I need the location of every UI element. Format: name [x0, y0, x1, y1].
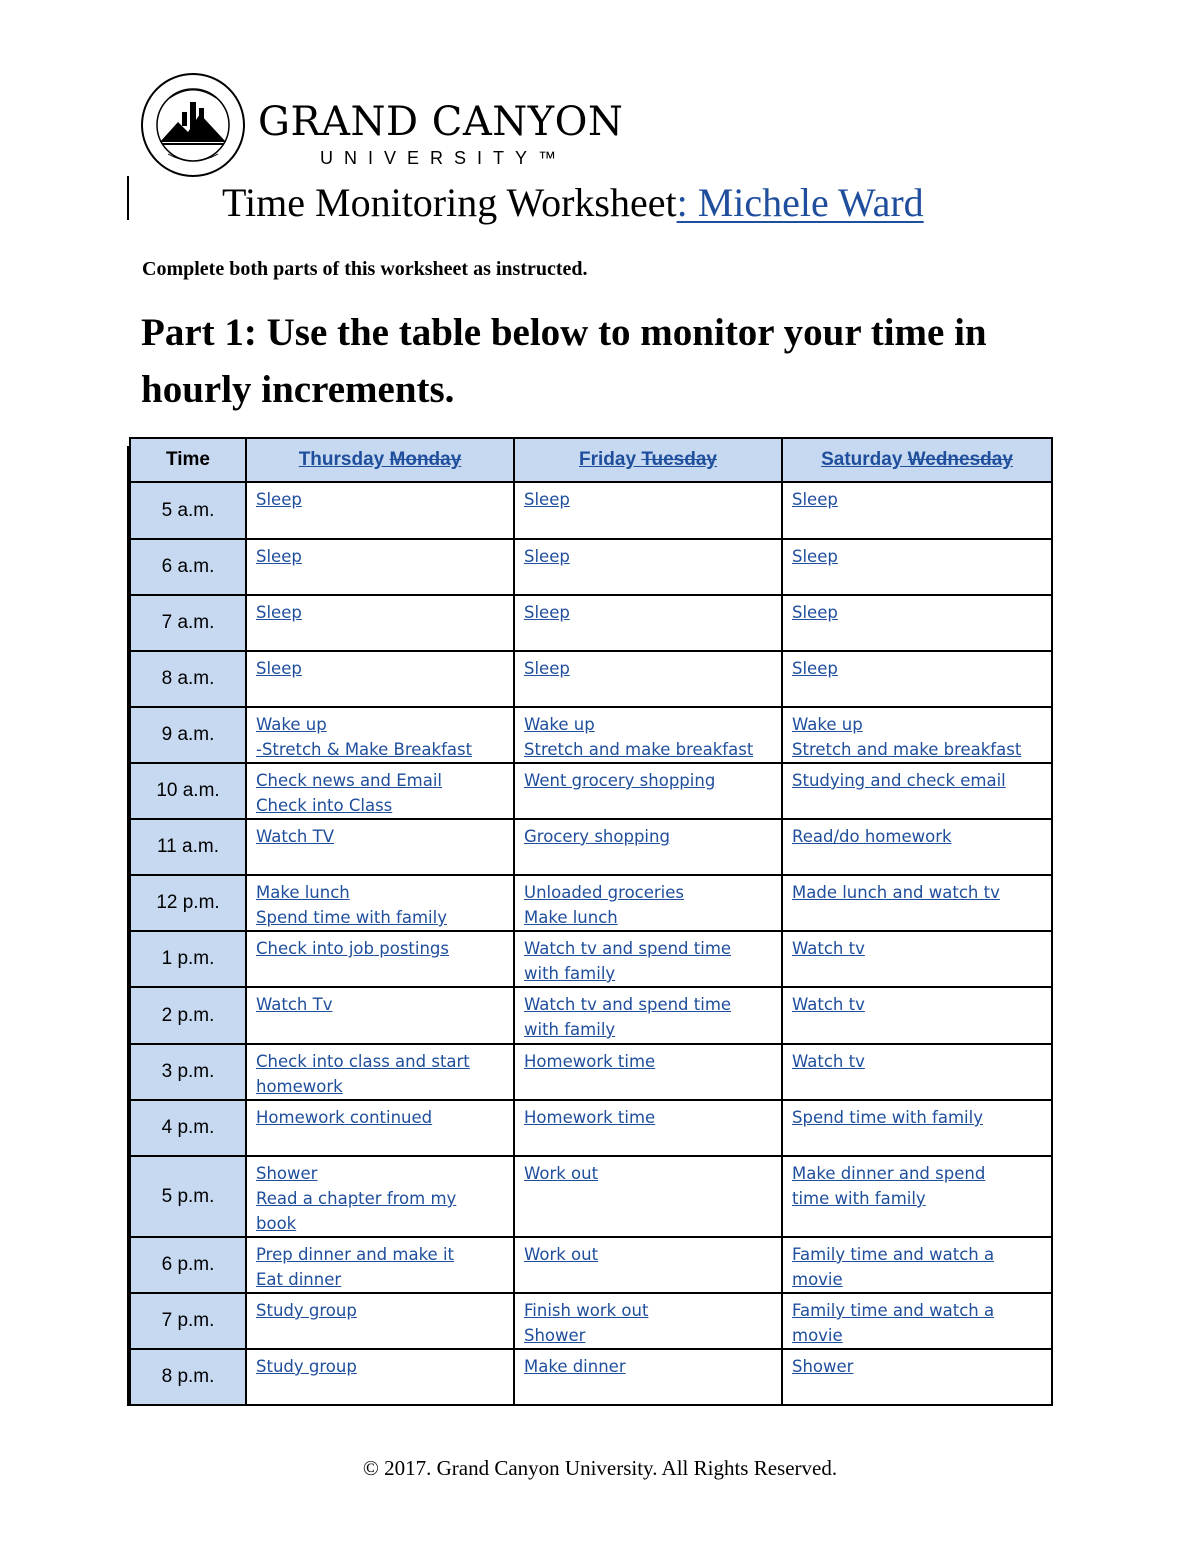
activity-cell[interactable]: [514, 987, 782, 1044]
activity-cell[interactable]: [246, 595, 514, 651]
activity-text: Homework time: [524, 1052, 656, 1071]
day-column-header[interactable]: [514, 438, 782, 482]
activity-cell[interactable]: [782, 987, 1052, 1044]
time-cell: 6 a.m.: [130, 539, 246, 595]
revision-bar: [127, 176, 129, 220]
table-row: [130, 651, 1052, 707]
table-row: [130, 819, 1052, 875]
activity-text: Prep dinner and make it Eat dinner: [256, 1245, 454, 1289]
table-row: [130, 707, 1052, 763]
activity-text: Studying and check email: [792, 771, 1006, 790]
title-prefix: Time Monitoring Worksheet: [222, 180, 677, 225]
activity-cell[interactable]: [514, 1237, 782, 1293]
activity-cell[interactable]: [514, 707, 782, 763]
activity-text: Sleep: [524, 603, 570, 622]
time-cell: 5 a.m.: [130, 482, 246, 539]
activity-text: Watch tv: [792, 1052, 865, 1071]
time-cell: 1 p.m.: [130, 931, 246, 987]
table-row: [130, 931, 1052, 987]
table-header-row: [130, 438, 1052, 482]
activity-text: Read/do homework: [792, 827, 952, 846]
activity-cell[interactable]: [246, 1156, 514, 1237]
activity-text: Sleep: [256, 547, 302, 566]
activity-cell[interactable]: [782, 539, 1052, 595]
activity-cell[interactable]: [782, 1293, 1052, 1349]
activity-cell[interactable]: [246, 987, 514, 1044]
activity-text: Sleep: [256, 603, 302, 622]
activity-text: Watch tv and spend time with family: [524, 939, 732, 983]
logo-line-2: UNIVERSITY™: [320, 148, 568, 168]
activity-cell[interactable]: [782, 1100, 1052, 1156]
activity-cell[interactable]: [246, 875, 514, 931]
activity-text: Make dinner and spend time with family: [792, 1164, 986, 1208]
activity-text: Watch TV: [256, 827, 334, 846]
activity-text: Work out: [524, 1245, 599, 1264]
time-cell: 6 p.m.: [130, 1237, 246, 1293]
university-seal-icon: [140, 72, 246, 178]
struck-day-label: Monday: [389, 449, 462, 470]
time-cell: 8 p.m.: [130, 1349, 246, 1405]
activity-text: Homework time: [524, 1108, 656, 1127]
time-cell: 12 p.m.: [130, 875, 246, 931]
activity-cell[interactable]: [782, 651, 1052, 707]
time-cell: 8 a.m.: [130, 651, 246, 707]
activity-cell[interactable]: [246, 763, 514, 819]
logo-line-1: GRAND CANYON: [258, 99, 624, 145]
struck-day-label: Wednesday: [907, 449, 1013, 470]
table-row: [130, 1293, 1052, 1349]
activity-text: Made lunch and watch tv: [792, 883, 1000, 902]
table-row: [130, 1237, 1052, 1293]
activity-text: Sleep: [792, 603, 838, 622]
activity-text: Family time and watch a movie: [792, 1245, 995, 1289]
instruction-text: Complete both parts of this worksheet as instructed.: [142, 258, 588, 280]
activity-cell[interactable]: [782, 763, 1052, 819]
day-label: Thursday: [298, 449, 390, 470]
day-column-header[interactable]: [246, 438, 514, 482]
time-column-header: Time: [130, 438, 246, 482]
activity-cell[interactable]: [246, 1293, 514, 1349]
activity-cell[interactable]: [246, 931, 514, 987]
activity-text: Wake up -Stretch & Make Breakfast: [256, 715, 473, 759]
time-cell: 2 p.m.: [130, 987, 246, 1044]
activity-text: Check into class and start homework: [256, 1052, 470, 1096]
struck-day-label: Tuesday: [641, 449, 717, 470]
time-cell: 4 p.m.: [130, 1100, 246, 1156]
activity-cell[interactable]: [514, 1044, 782, 1100]
activity-text: Check into job postings: [256, 939, 449, 958]
activity-cell[interactable]: [514, 819, 782, 875]
table-row: [130, 875, 1052, 931]
activity-cell[interactable]: [782, 1044, 1052, 1100]
table-row: [130, 539, 1052, 595]
activity-text: Sleep: [256, 490, 302, 509]
activity-text: Unloaded groceries Make lunch: [524, 883, 684, 927]
activity-text: Study group: [256, 1301, 357, 1320]
activity-cell[interactable]: [514, 1349, 782, 1405]
activity-text: Sleep: [792, 547, 838, 566]
activity-cell[interactable]: [514, 931, 782, 987]
activity-text: Sleep: [524, 547, 570, 566]
time-cell: 9 a.m.: [130, 707, 246, 763]
table-row: [130, 482, 1052, 539]
activity-text: Watch tv and spend time with family: [524, 995, 732, 1039]
activity-cell[interactable]: [782, 1237, 1052, 1293]
table-row: [130, 987, 1052, 1044]
table-row: [130, 1156, 1052, 1237]
activity-text: Finish work out Shower: [524, 1301, 649, 1345]
activity-text: Grocery shopping: [524, 827, 670, 846]
activity-text: Make lunch Spend time with family: [256, 883, 447, 927]
activity-cell[interactable]: [514, 595, 782, 651]
activity-cell[interactable]: [514, 1100, 782, 1156]
activity-cell[interactable]: [514, 482, 782, 539]
table-row: [130, 1044, 1052, 1100]
activity-text: Sleep: [792, 490, 838, 509]
activity-cell[interactable]: [246, 1100, 514, 1156]
student-name[interactable]: : Michele Ward: [676, 180, 924, 225]
activity-text: Shower: [792, 1357, 854, 1376]
activity-cell[interactable]: [246, 819, 514, 875]
activity-cell[interactable]: [782, 707, 1052, 763]
activity-cell[interactable]: [246, 651, 514, 707]
worksheet-title: [222, 178, 924, 228]
activity-text: Work out: [524, 1164, 599, 1183]
activity-text: Sleep: [524, 659, 570, 678]
logo-wordmark: [258, 99, 624, 169]
activity-cell[interactable]: [514, 651, 782, 707]
activity-cell[interactable]: [246, 482, 514, 539]
activity-cell[interactable]: [514, 875, 782, 931]
activity-cell[interactable]: [246, 539, 514, 595]
activity-text: Watch tv: [792, 995, 865, 1014]
activity-text: Study group: [256, 1357, 357, 1376]
activity-cell[interactable]: [782, 1349, 1052, 1405]
activity-cell[interactable]: [514, 1293, 782, 1349]
time-cell: 7 p.m.: [130, 1293, 246, 1349]
activity-cell[interactable]: [514, 1156, 782, 1237]
time-cell: 11 a.m.: [130, 819, 246, 875]
activity-text: Wake up Stretch and make breakfast: [524, 715, 754, 759]
activity-cell[interactable]: [514, 539, 782, 595]
activity-text: Sleep: [524, 490, 570, 509]
activity-cell[interactable]: [782, 1156, 1052, 1237]
table-row: [130, 1100, 1052, 1156]
activity-text: Shower Read a chapter from my book: [256, 1164, 457, 1233]
table-row: [130, 763, 1052, 819]
table-body: [130, 482, 1052, 1405]
activity-text: Make dinner: [524, 1357, 626, 1376]
activity-text: Spend time with family: [792, 1108, 983, 1127]
time-cell: 10 a.m.: [130, 763, 246, 819]
time-cell: 3 p.m.: [130, 1044, 246, 1100]
activity-cell[interactable]: [246, 1044, 514, 1100]
activity-cell[interactable]: [782, 482, 1052, 539]
table-row: [130, 595, 1052, 651]
activity-text: Went grocery shopping: [524, 771, 716, 790]
activity-cell[interactable]: [782, 931, 1052, 987]
activity-cell[interactable]: [514, 763, 782, 819]
activity-cell[interactable]: [782, 875, 1052, 931]
activity-cell[interactable]: [246, 707, 514, 763]
table-row: [130, 1349, 1052, 1405]
activity-cell[interactable]: [246, 1237, 514, 1293]
copyright-footer: © 2017. Grand Canyon University. All Rights Reserved.: [362, 1456, 838, 1480]
activity-cell[interactable]: [782, 595, 1052, 651]
part-1-heading: Part 1: Use the table below to monitor your time in hourly increments.: [141, 311, 987, 411]
day-column-header[interactable]: [782, 438, 1052, 482]
activity-text: Homework continued: [256, 1108, 433, 1127]
activity-text: Watch Tv: [256, 995, 333, 1014]
activity-text: Watch tv: [792, 939, 865, 958]
time-cell: 7 a.m.: [130, 595, 246, 651]
day-label: Saturday: [821, 449, 908, 470]
time-cell: 5 p.m.: [130, 1156, 246, 1237]
activity-text: Family time and watch a movie: [792, 1301, 995, 1345]
activity-text: Sleep: [792, 659, 838, 678]
activity-text: Sleep: [256, 659, 302, 678]
activity-cell[interactable]: [246, 1349, 514, 1405]
day-label: Friday: [579, 449, 642, 470]
activity-cell[interactable]: [782, 819, 1052, 875]
time-monitoring-table: [129, 437, 1053, 1406]
activity-text: Check news and Email Check into Class: [256, 771, 443, 815]
activity-text: Wake up Stretch and make breakfast: [792, 715, 1022, 759]
